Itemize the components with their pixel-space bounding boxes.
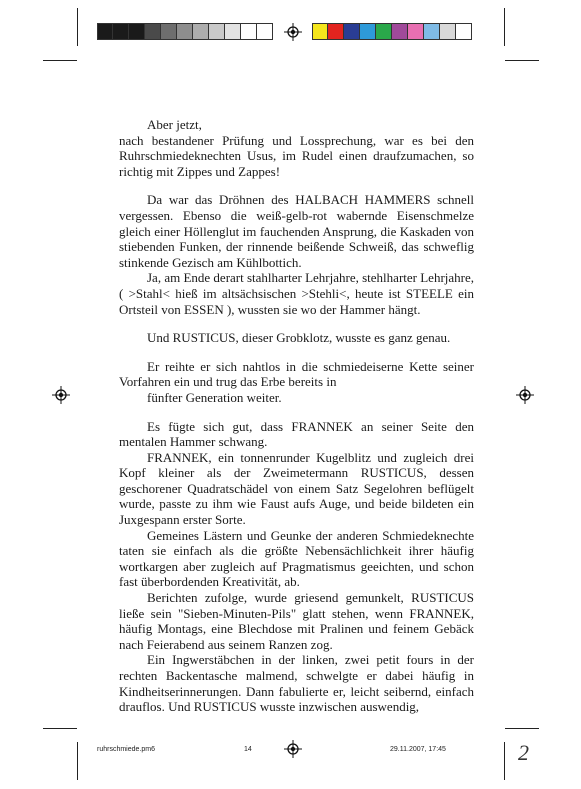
- registration-mark-icon: [284, 740, 302, 758]
- handwritten-page-number: 2: [518, 740, 529, 765]
- color-swatch: [225, 23, 241, 40]
- color-calibration-bar: [312, 23, 472, 40]
- color-swatch: [312, 23, 328, 40]
- paragraph: Berichten zufolge, wurde griesend gemunkelt, RUSTICUS ließe sein "Sieben-Minuten-Pils" glatt stehen, wenn FRANNEK, häufig Montags, eine Blechdose mit Pralinen und feinem Gebäck nach Feierabend aus seinem Ranzen zog.: [119, 590, 474, 652]
- color-swatch: [161, 23, 177, 40]
- color-swatch: [257, 23, 273, 40]
- color-swatch: [424, 23, 440, 40]
- color-swatch: [328, 23, 344, 40]
- color-swatch: [241, 23, 257, 40]
- paragraph: Ja, am Ende derart stahlharter Lehrjahre, stehlharter Lehrjahre, ( >Stahl< hieß im altsächsischen >Stehli<, heute ist STEELE ein Ortsteil von ESSEN ), wussten sie wo der Hammer hängt.: [119, 270, 474, 317]
- crop-mark: [504, 8, 505, 46]
- crop-mark: [504, 742, 505, 780]
- color-swatch: [177, 23, 193, 40]
- paragraph: Ein Ingwerstäbchen in der linken, zwei petit fours in der rechten Backentasche malmend, schwelgte er dabei häufig in Kindheitserinnerungen. Dann fabulierte er, leicht seibernd, einfach drauflos. Und RUSTICUS wusste inzwischen auswendig,: [119, 652, 474, 715]
- body-text: [119, 117, 474, 715]
- color-swatch: [456, 23, 472, 40]
- color-swatch: [145, 23, 161, 40]
- footer-sheet-number: 14: [244, 746, 252, 753]
- crop-mark: [43, 60, 77, 61]
- paragraph: Es fügte sich gut, dass FRANNEK an seiner Seite den mentalen Hammer schwang.: [119, 418, 474, 450]
- registration-mark-icon: [52, 386, 70, 404]
- color-swatch: [408, 23, 424, 40]
- paragraph: Da war das Dröhnen des HALBACH HAMMERS schnell vergessen. Ebenso die weiß-gelb-rot wabernde Eisenschmelze gleich einer Höllenglut im fauchenden Ansprung, die Kaskaden von stiebenden Funken, der rinnende beißende Schweiß, das schweflig stinkende Gezisch am Kühlbottich.: [119, 192, 474, 270]
- paragraph: fünfter Generation weiter.: [147, 389, 282, 405]
- registration-mark-icon: [284, 23, 302, 41]
- crop-mark: [505, 728, 539, 729]
- color-swatch: [360, 23, 376, 40]
- paragraph: nach bestandener Prüfung und Lossprechung, war es bei den Ruhrschmiedeknechten Usus, im Rudel einen draufzumachen, so richtig mit Zippes und Zappes!: [119, 132, 474, 179]
- paragraph: Er reihte er sich nahtlos in die schmiedeiserne Kette seiner Vorfahren ein und trug das Erbe bereits in: [119, 358, 474, 390]
- paragraph: FRANNEK, ein tonnenrunder Kugelblitz und zugleich drei Kopf kleiner als der Zweimetermann RUSTICUS, dessen geschorener Quadratschädel von einem Satz Segelohren beflügelt wurde, passte zu ihm wie Faust aufs Auge, und beide bildeten ein Juxgespann erster Sorte.: [119, 449, 474, 528]
- footer-filename: ruhrschmiede.pm6: [97, 746, 155, 753]
- paragraph: Und RUSTICUS, dieser Grobklotz, wusste es ganz genau.: [147, 330, 451, 346]
- grayscale-calibration-bar: [97, 23, 273, 40]
- color-swatch: [376, 23, 392, 40]
- paragraph: Gemeines Lästern und Geunke der anderen Schmiedeknechte taten sie einfach als die größte Nebensächlichkeit ihrer häufig wortkargen aber zugleich auf Pragmatismus geeichten, und schon fast überbordenden Kreativität, ab.: [119, 527, 474, 590]
- color-swatch: [193, 23, 209, 40]
- color-swatch: [440, 23, 456, 40]
- color-swatch: [129, 23, 145, 40]
- color-swatch: [209, 23, 225, 40]
- color-swatch: [392, 23, 408, 40]
- paragraph: Aber jetzt,: [147, 117, 202, 132]
- crop-mark: [77, 742, 78, 780]
- color-swatch: [97, 23, 113, 40]
- color-swatch: [113, 23, 129, 40]
- color-swatch: [344, 23, 360, 40]
- crop-mark: [43, 728, 77, 729]
- crop-mark: [77, 8, 78, 46]
- footer-timestamp: 29.11.2007, 17:45: [390, 746, 446, 753]
- registration-mark-icon: [516, 386, 534, 404]
- crop-mark: [505, 60, 539, 61]
